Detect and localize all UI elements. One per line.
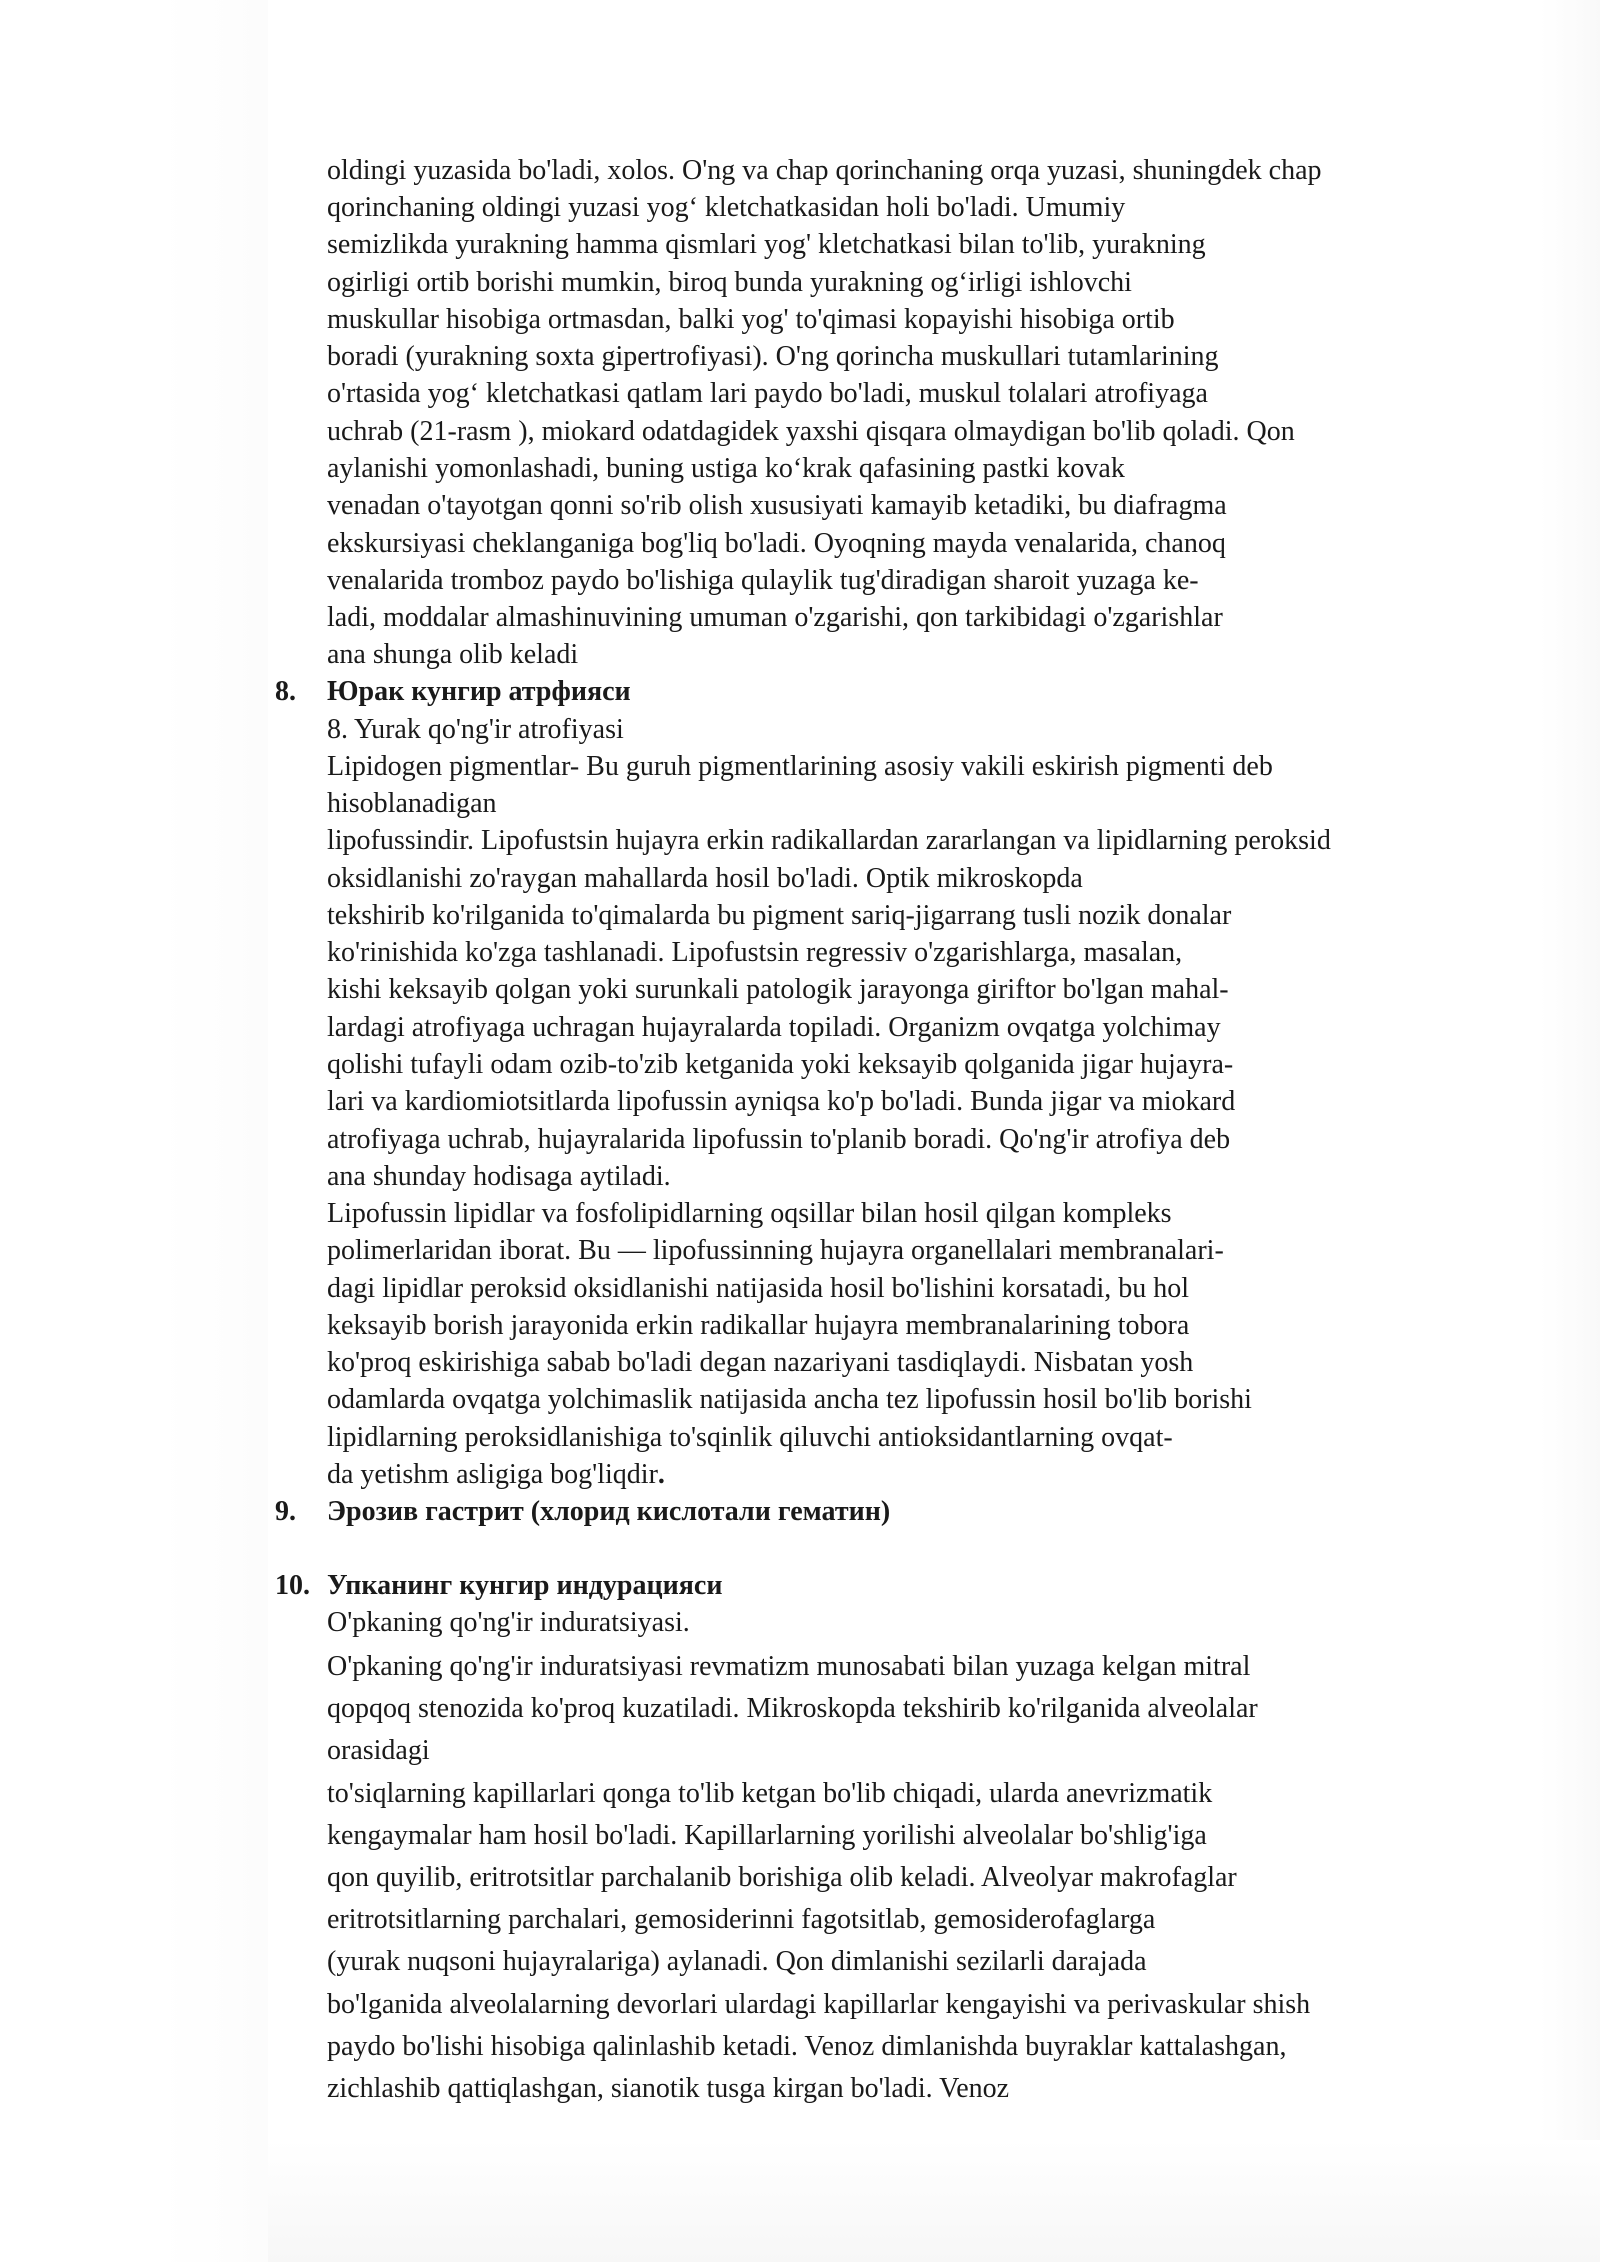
body-line: to'siqlarning kapillarlari qonga to'lib ketgan bo'lib chiqadi, ularda anevrizmatik [327, 1778, 1213, 1809]
body-line: zichlashib qattiqlashgan, sianotik tusga kirgan bo'ladi. Venoz [327, 2073, 1010, 2104]
body-line: qolishi tufayli odam ozib-to'zib ketganida yoki keksayib qolganida jigar hujayra- [327, 1049, 1234, 1080]
body-line: venadan o'tayotgan qonni so'rib olish xususiyati kamayib ketadiki, bu diafragma [327, 490, 1227, 521]
body-line: qorinchaning oldingi yuzasi yog‘ kletchatkasidan holi bo'ladi. Umumiy [327, 192, 1126, 223]
body-line-last [327, 1456, 665, 1493]
body-line: 8. Yurak qo'ng'ir atrofiyasi [327, 714, 624, 745]
body-line: O'pkaning qo'ng'ir induratsiyasi revmatizm munosabati bilan yuzaga kelgan mitral [327, 1651, 1251, 1682]
section-heading-9 [275, 1493, 890, 1530]
body-line: venalarida tromboz paydo bo'lishiga qulaylik tug'diradigan sharoit yuzaga ke- [327, 565, 1199, 596]
body-line: lipofussindir. Lipofustsin hujayra erkin radikallardan zararlangan va lipidlarning peroksid [327, 825, 1331, 856]
body-line: polimerlaridan iborat. Bu — lipofussinning hujayra organellalari membranalari- [327, 1235, 1224, 1266]
body-line: lari va kardiomiotsitlarda lipofussin ayniqsa ko'p bo'ladi. Bunda jigar va miokard [327, 1086, 1236, 1117]
body-line: aylanishi yomonlashadi, buning ustiga ko‘krak qafasining pastki kovak [327, 453, 1125, 484]
body-line: hisoblanadigan [327, 788, 497, 819]
body-line: lardagi atrofiyaga uchragan hujayralarda topiladi. Organizm ovqatga yolchimay [327, 1012, 1221, 1043]
section-subtitle: O'pkaning qo'ng'ir induratsiyasi. [327, 1607, 690, 1638]
body-line: muskullar hisobiga ortmasdan, balki yog' to'qimasi kopayishi hisobiga ortib [327, 304, 1175, 335]
body-line: ana shunga olib keladi [327, 639, 579, 670]
body-line: ana shunday hodisaga aytiladi. [327, 1161, 671, 1192]
body-line: keksayib borish jarayonida erkin radikallar hujayra membranalarining tobora [327, 1310, 1190, 1341]
body-line: paydo bo'lishi hisobiga qalinlashib ketadi. Venoz dimlanishda buyraklar kattalashgan, [327, 2031, 1287, 2062]
section-title: Эрозив гастрит (хлорид кислотали гематин) [327, 1496, 891, 1527]
section-title: Юрак кунгир атрфияси [327, 676, 631, 707]
section-number: 8. [275, 676, 296, 707]
body-line: odamlarda ovqatga yolchimaslik natijasida ancha tez lipofussin hosil bo'lib borishi [327, 1384, 1252, 1415]
body-line: oldingi yuzasida bo'ladi, xolos. O'ng va chap qorinchaning orqa yuzasi, shuningdek chap [327, 155, 1322, 186]
body-line: kengaymalar ham hosil bo'ladi. Kapillarlarning yorilishi alveolalar bo'shlig'iga [327, 1820, 1207, 1851]
body-line: (yurak nuqsoni hujayralariga) aylanadi. Qon dimlanishi sezilarli darajada [327, 1946, 1147, 1977]
body-line: ekskursiyasi cheklanganiga bog'liq bo'ladi. Oyoqning mayda venalarida, chanoq [327, 528, 1226, 559]
body-line: ko'proq eskirishiga sabab bo'ladi degan nazariyani tasdiqlaydi. Nisbatan yosh [327, 1347, 1194, 1378]
body-line: atrofiyaga uchrab, hujayralarida lipofussin to'planib boradi. Qo'ng'ir atrofiya deb [327, 1124, 1231, 1155]
body-line: qopqoq stenozida ko'proq kuzatiladi. Mikroskopda tekshirib ko'rilganida alveolalar [327, 1693, 1258, 1724]
body-line: lipidlarning peroksidlanishiga to'sqinlik qiluvchi antioksidantlarning ovqat- [327, 1422, 1173, 1453]
body-line: ladi, moddalar almashinuvining umuman o'zgarishi, qon tarkibidagi o'zgarishlar [327, 602, 1223, 633]
body-line: dagi lipidlar peroksid oksidlanishi natijasida hosil bo'lishini korsatadi, bu hol [327, 1273, 1190, 1304]
body-line: ko'rinishida ko'zga tashlanadi. Lipofustsin regressiv o'zgarishlarga, masalan, [327, 937, 1183, 968]
body-line: Lipofussin lipidlar va fosfolipidlarning oqsillar bilan hosil qilgan kompleks [327, 1198, 1172, 1229]
body-line-bold-period: . [657, 1459, 665, 1490]
body-line: eritrotsitlarning parchalari, gemosiderinni fagotsitlab, gemosiderofaglarga [327, 1904, 1156, 1935]
body-line: oksidlanishi zo'raygan mahallarda hosil bo'ladi. Optik mikroskopda [327, 863, 1083, 894]
section-title: Упканинг кунгир индурацияси [327, 1570, 723, 1601]
section-number: 10. [275, 1570, 310, 1601]
body-line-text: da yetishm asligiga bog'liqdir [327, 1459, 658, 1490]
body-line: bo'lganida alveolalarning devorlari ulardagi kapillarlar kengayishi va perivaskular shish [327, 1989, 1311, 2020]
body-line: tekshirib ko'rilganida to'qimalarda bu pigment sariq-jigarrang tusli nozik donalar [327, 900, 1232, 931]
section-heading-8 [275, 673, 631, 710]
body-line: o'rtasida yog‘ kletchatkasi qatlam lari paydo bo'ladi, muskul tolalari atrofiyaga [327, 378, 1208, 409]
section-heading-10 [275, 1567, 722, 1604]
body-line: ogirligi ortib borishi mumkin, biroq bunda yurakning og‘irligi ishlovchi [327, 267, 1132, 298]
section-number: 9. [275, 1496, 296, 1527]
body-line: uchrab (21-rasm ), miokard odatdagidek yaxshi qisqara olmaydigan bo'lib qoladi. Qon [327, 416, 1295, 447]
body-line: orasidagi [327, 1735, 430, 1766]
body-line: Lipidogen pigmentlar- Bu guruh pigmentlarining asosiy vakili eskirish pigmenti deb [327, 751, 1273, 782]
body-line: qon quyilib, eritrotsitlar parchalanib borishiga olib keladi. Alveolyar makrofaglar [327, 1862, 1237, 1893]
body-line: kishi keksayib qolgan yoki surunkali patologik jarayonga giriftor bo'lgan mahal- [327, 974, 1229, 1005]
body-line: boradi (yurakning soxta gipertrofiyasi). O'ng qorincha muskullari tutamlarining [327, 341, 1219, 372]
body-line: semizlikda yurakning hamma qismlari yog' kletchatkasi bilan to'lib, yurakning [327, 229, 1206, 260]
